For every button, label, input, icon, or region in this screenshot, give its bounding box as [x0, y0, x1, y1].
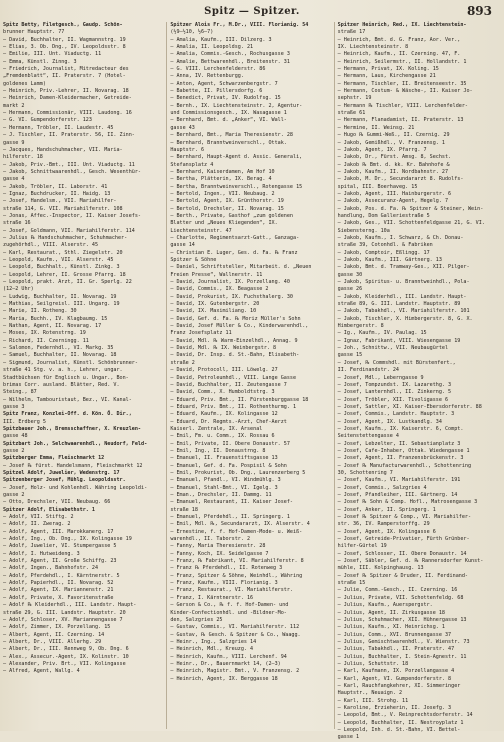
directory-entry: — Hermann, Privat, IX. Koling. 15 — [337, 66, 439, 73]
directory-entry: — David, Prokurist, IX. Fuchsthalerg. 30 — [170, 293, 293, 300]
directory-entry: — Friedrich, Journalist, Mitredacteur des — [3, 66, 129, 73]
directory-entry: — Bertha, Plätterin, IX. Berag. 4 — [170, 176, 272, 183]
directory-entry: Spitz Betty, Filetgesch., Gaudp. Schön- — [3, 22, 123, 28]
column-middle — [170, 22, 334, 729]
directory-entry: — Jakob ℞ Bmt. d. kk. Kr. Bahnhofe & — [337, 161, 450, 168]
directory-entry: Liechtensteinstr. 47 — [170, 227, 232, 234]
directory-entry: — Fanny, Maria Theresienstr. 28 — [170, 543, 266, 550]
directory-entry: — Josef, Handelsm., VII. Mariahilfer- — [3, 198, 117, 205]
directory-entry: — Leopold, Bmt., V. Reinprechtsdorferstr. 14 — [337, 712, 473, 719]
directory-entry: Franz Josefsplatz 11 — [170, 330, 232, 337]
directory-entry: brunner Hauptstr. 77 — [3, 29, 65, 36]
directory-entry: — Salomon, Federnhdl., VI. Markg. 35 — [3, 345, 114, 352]
directory-entry: — Adolf, Agent, III. Marokkanerg. 17 — [3, 528, 114, 535]
directory-entry: Spitzer Adolf, Elisabethstr. 1 — [3, 506, 96, 513]
column-right — [337, 22, 501, 741]
directory-entry: straße 18 — [170, 506, 198, 513]
directory-entry: — Karl, III. Strohg. 11 — [337, 697, 409, 704]
directory-entry: — Josef, Schlosser, II. Obere Donaustr. 14 — [337, 550, 467, 557]
directory-entry: Kaiserl. Zentrale, IX. Arsenal — [170, 425, 263, 432]
directory-entry: — Hermann, Commissionär, VIII. Laudong. 16 — [3, 110, 132, 117]
directory-entry: — Emil, Ing., II. Donaustrng. 8 — [170, 447, 266, 454]
directory-entry: — Fanny, Koch, IX. Seidelgasse 7 — [170, 550, 269, 557]
directory-entry: — Jakob, Agent, IX. Pfarrg. 7 — [337, 146, 427, 153]
directory-entry: — Josef, Säbler, Gef. d. ℞ Rannersdorfer Kunst- — [337, 558, 484, 565]
directory-entry: (12—2 Uhr) — [3, 286, 34, 293]
directory-entry: — Franz, Spitzer & Söhne, Weinhdl., Währing — [170, 572, 303, 579]
directory-entry: — Eduard, Kaufm., IX. Kolingasse 12 — [170, 411, 278, 418]
directory-entry: zugehörhdl., VIII. Alserstr. 45 — [3, 242, 99, 249]
directory-entry: — Alex., Assecur.-Agent, IX. Kolinstr. 10 — [3, 653, 129, 660]
directory-entry: — Gerson & Co., ℞ f. f. Hof-Damen- und — [170, 602, 289, 609]
directory-entry: — Josef, Mdl., Leberngasse 9 — [337, 374, 424, 381]
running-head: Spitz — Spitzer. — [204, 6, 300, 17]
column-left — [3, 22, 167, 729]
directory-entry: — Leopold, Kaufm., VII. Alserstr. 45 — [3, 257, 114, 263]
directory-entry: — Jakob, Tabakhdl., VI. Mariahilferstr. 101 — [337, 308, 470, 315]
directory-entry: gasse 15 — [337, 352, 363, 359]
directory-entry: — Jakob, Kaufm., II. Nordbahnstr. 27 — [337, 168, 449, 175]
directory-entry: Spitzberger Emma, Fleischmarkt 12 — [3, 455, 105, 462]
directory-entry: — Josef, Holz- und Kohlenhdl. Währing Leopoldi- — [3, 484, 148, 491]
directory-entry: — Jacques, Handschuhmacher, VII. Maria- — [3, 146, 123, 153]
directory-entry: — Jakob, Kleiderhdl., III. Landstr. Haupt- — [337, 293, 467, 300]
directory-entry: — Bernhard, Kaiserdamen, Am Hof 10 — [170, 168, 275, 175]
directory-entry: — Adolf, Agent, IX. Mariannenstr. 21 — [3, 587, 114, 594]
directory-entry: — Otto, Drechsler, VII. Neubaug. 66 — [3, 499, 111, 506]
directory-entry: — Bernh., IX. Liechtensteinstr. 2, Agentur- — [170, 102, 303, 109]
directory-entry: straße 16 — [3, 220, 31, 227]
directory-entry: — Anna, IV. Rettenburgg. — [170, 73, 244, 80]
directory-entry: — Sigmund, Journalist, Künstl. Schönbrunner- — [3, 359, 138, 366]
directory-entry: — Emanuel, Restaurant, II. Kaiser Josef- — [170, 499, 293, 506]
directory-entry: — Marie, II. Rotheng. 30 — [3, 308, 77, 315]
directory-entry: 30, Schottenring 7 — [337, 469, 393, 476]
directory-entry: — David, Comm., X. Humboldtstrg. 3 — [170, 389, 275, 396]
directory-entry: hilferstr. 18 — [3, 154, 43, 161]
directory-entry: sephstr. 19 — [337, 95, 372, 102]
directory-entry: — Josef ℞ Spitzer & Comp., VI. Mariahilfer- — [337, 514, 472, 521]
directory-entry: gasse 2 — [3, 492, 25, 498]
directory-entry: — David, Petroleumhdl., VIII. Lange Gasse — [170, 374, 297, 381]
directory-entry: — Bernhard, Branntweinverschl., Ottak. — [170, 139, 287, 146]
directory-entry: gasse 43 — [170, 124, 195, 131]
directory-entry: — Adolf, Pferdehdl., I. Kärntnerstr. 5 — [3, 572, 120, 579]
directory-entry: — Josef, Lebzelter, II. Sebastianplatz 3 — [337, 440, 461, 447]
directory-entry: — Bertha, Branntweinverschl., Rotengasse 15 — [170, 183, 303, 190]
directory-entry: Hauptstr. 6 — [170, 146, 205, 153]
directory-entry: — Heinrich, Kaufm., II. Czerning. 47, F. — [337, 51, 461, 58]
directory-entry: Spitzbart Joh., Selchwaarenhdl., Neudorf, Feld- — [3, 440, 148, 447]
directory-entry: handlung, Dom Galleriestraße 5 — [337, 212, 430, 219]
directory-entry: Himbergerstr. 8 — [337, 323, 384, 330]
directory-entry: — Josef, Agent, IX. Lustkandlg. 34 — [337, 418, 442, 425]
directory-entry: — Berth., Private, Gasthof „zum goldenen — [170, 212, 293, 219]
directory-entry: den, Salzgries 25 — [170, 616, 223, 623]
directory-entry: — David, Mdl. ℞ IX. Weinbergstr. 8 — [170, 345, 277, 352]
directory-entry: — Ludwig, Buchhalter, II. Novarag. 19 — [3, 293, 117, 300]
directory-entry: — Hermann, Laus, Kirchengasse 21 — [337, 73, 436, 80]
directory-entry: — Josef ℞ Manufacturwarenhdl., Schottenring — [337, 462, 472, 469]
directory-entry: — David, IX. Gutenbergstr. 20 — [170, 301, 260, 308]
directory-entry: — Bernhard, Bmt., Maria Theresienstr. 28 — [170, 132, 293, 139]
directory-entry: — Julius ℞ Handschuhmacher, Schuhmacher- — [3, 234, 128, 241]
directory-columns — [3, 22, 501, 741]
directory-entry: Freien Presse“, Wallnerstr. 11 — [170, 271, 263, 278]
directory-entry: markt 2 — [3, 102, 25, 109]
directory-entry: Spitzer & Söhne — [170, 257, 217, 263]
directory-entry: — Heinrich, Mdl., Kreuzg. 4 — [170, 646, 254, 653]
directory-entry: — Julius, Comm., XVI. Brunnengasse 37 — [337, 631, 452, 638]
directory-entry: — Amalia, II. Leopoldsg. 21 — [170, 44, 254, 51]
directory-entry: — Joh., Schnittw., VII. Neubaugürtel — [337, 345, 449, 352]
directory-entry: — Jakob, Spiritus- u. Branntweinhdl., Pola- — [337, 279, 470, 286]
directory-entry: — Hermann, Tröbler, II. Laudestr. 45 — [3, 124, 114, 131]
directory-entry: — Karl, Rauchfangkehrer, XI. Simmeringer — [337, 682, 461, 689]
directory-entry: — Franz ℞ Pferdehdl., II. Rotenweg 3 — [170, 565, 283, 572]
directory-entry: — Jakob, Pos. d. Fa. ℞ Spitzer & Steiner, Wein- — [337, 205, 484, 212]
directory-entry: gasse 3 — [3, 403, 25, 410]
directory-entry: — David, Mdl. ℞ Warm-Einzelhdl., Annag. 9 — [170, 337, 298, 344]
directory-entry: — Elias, 3. Ob. Dng., IV. Leopoldsstr. 8 — [3, 44, 126, 51]
directory-entry: — Julius, Schuhmacher, XII. Hühnergasse 13 — [337, 616, 467, 623]
directory-entry: — Bertold, Ingen., VII. Neubaug. 2 — [170, 190, 275, 197]
directory-entry: — Mathias, Seilgreisl. III. Ungarg. 19 — [3, 301, 120, 308]
directory-entry: — Jakob, Kaufm., I. Schwarz, & Ch. Donau- — [337, 234, 464, 241]
directory-entry: IX. Liechtensteinstr. 8 — [337, 44, 409, 51]
directory-entry: Spitzel Adolf, Juwelier, Wedenstrg. 17 — [3, 469, 120, 476]
directory-entry: — Heinrich, Agent, IX. Berggasse 18 — [170, 675, 278, 682]
directory-entry: — Jakob, Ges., VII. Schottenfeldgasse 21, G. VI. — [337, 220, 485, 227]
directory-entry: — Josef, Goldmann, VII. Mariahilferstr. 114 — [3, 227, 135, 234]
directory-entry: — Adolf, II. Zwerag. 2 — [3, 521, 71, 528]
directory-entry: — Josef, Agent, IX. Kolingasse 6 — [337, 528, 436, 535]
directory-entry: — Jakob, Agent, III. Hainburgerstr. 6 — [337, 190, 452, 197]
directory-entry: gasse 1 — [337, 734, 360, 741]
directory-entry: — Adolf, I. Hutweideng. 3 — [3, 550, 80, 557]
directory-entry: — Josef ℞ Sohn & Comp. Hofl., Matrosengasse 3 — [337, 499, 478, 506]
directory-entry: straße 15 — [337, 580, 366, 587]
directory-entry: — Josef, Tompzundst. IX. Lazarethg. 3 — [337, 381, 452, 388]
directory-entry: — Benedict, Privat, IV. Rudolfsg. 15 — [170, 95, 281, 102]
directory-entry: (½9—½10, ½6—7) — [170, 29, 214, 36]
directory-entry: — Adolf ℞ Kleiderhdl., III. Landstr. Haupt- — [3, 602, 137, 609]
directory-entry: — Heinrich, Kaufm., VIII. Lerchenf. 94 — [170, 653, 287, 660]
directory-entry: — Bernhard, Haupt-Agent d. Assic. Generali, — [170, 154, 303, 161]
directory-entry: — Emanuel, Pferdehdl., II. Springerg. 1 — [170, 514, 290, 521]
directory-entry: Kinder-Confectionhdl. und -Bildner-Mo- — [170, 609, 287, 616]
directory-entry: Spitzenberger Josef, Mühlg. Leopoldsstr. — [3, 477, 126, 484]
directory-entry: — Adolf, Ingen., Bahnhofstr. 24 — [3, 565, 99, 572]
directory-entry: — Josef, Getreide-Privatier, Fürth Grünber- — [337, 536, 470, 543]
directory-entry: — Heinr., Dr., Bauernmarkt 14, (2—3) — [170, 660, 281, 667]
directory-entry: — Julie, Comm.-Gesch., II. Czerning. 16 — [337, 587, 458, 594]
directory-entry: — Albert, Agent, II. Czerning. 14 — [3, 631, 105, 638]
directory-entry: straße 2 — [170, 359, 195, 366]
directory-entry: — Emil, Mdl. ℞, Secundararzt, IX. Alserstr. 4 — [170, 521, 310, 528]
directory-entry: Spitz Franz, Konzlei-Off. d. Kön. Ö. Dir., — [3, 411, 132, 418]
directory-entry: — Jakob, Tröbler, II. Laborstr. 41 — [3, 183, 108, 190]
directory-entry: Spitzer Alois Fr., M.Dr., VIII. Florianig. 54 — [170, 22, 309, 28]
directory-entry: — Leopold, Buchhalter, II. Nestroyplatz 1 — [337, 719, 464, 726]
directory-entry: gasse 9 — [3, 139, 25, 146]
directory-entry: straße 114, G. VII. Mariahilferstr. 108 — [3, 205, 123, 212]
directory-entry: — Bernhard, Bmt. d. „Anker“, VI. Wall- — [170, 117, 287, 124]
directory-entry: — Eduard, Priv. Bmt., II. Rothenthurmg. 1 — [170, 403, 297, 410]
directory-entry: straße 61 — [337, 110, 366, 117]
directory-entry: — Heinrich, Seilermstr., II. Hollandstr. 1 — [337, 58, 467, 65]
directory-entry: — Emanuel, Gef. d. Fa. Pospisil & Sohn — [170, 462, 287, 469]
directory-entry: — Samuel, Buchhalter, II. Novarag. 18 — [3, 352, 117, 359]
directory-entry: — Leopold, Inh. d. St.-Bahn, VI. Bettel- — [337, 727, 461, 733]
directory-entry: — Daniel, Schriftsteller, Mitarbeit. d. „Neuen — [170, 264, 312, 271]
directory-entry: — Josef, Anker, II. Springerg. 1 — [337, 506, 436, 513]
directory-entry: — Josef, Commis., Salzgries 4 — [337, 484, 427, 491]
directory-entry: — Jakob, Priv.-Bmt., III. Unt. Viaductg. 11 — [3, 161, 135, 168]
directory-entry: — Karl, Agent, VI. Gumpendorferstr. 8 — [337, 675, 452, 682]
directory-entry: — Josef ℞ fürst. Handelsmann, Fleischmarkt 12 — [3, 462, 143, 469]
directory-entry: — Josef ℞ Spitzer & Druder, II. Ferdinand- — [337, 572, 468, 579]
directory-entry: — Karoline, Erzieherin, II. Josefg. 3 — [337, 704, 452, 711]
directory-entry: — Christian E. Luger, Ges. d. Fa. ℞ Franz — [170, 249, 298, 256]
directory-entry: Stadtbüchsen für Englisch u. Ungar., Bon- — [3, 374, 129, 381]
page-number: 893 — [466, 4, 492, 18]
directory-entry: — Karl, Restaurat., Sthl. Ziegelstr. 20 — [3, 249, 123, 256]
directory-entry: — Amalie, Bettwarenhdl., Breitenstr. 31 — [170, 58, 290, 65]
directory-entry: — Josef, Pfandleiher, III. Gärtnerg. 14 — [337, 492, 458, 498]
directory-entry: — Maria, Buchh., IV. Klagbaumg. 15 — [3, 315, 108, 322]
directory-entry: straße 41 Stg. v. a. h., Lehrer, ungar. — [3, 367, 123, 374]
directory-entry: — Babette, II. Pillersdorfg. 6 — [170, 88, 263, 95]
directory-entry: — G. VI. Gumpendorferstr. 123 — [3, 117, 92, 124]
directory-entry: — Anton, Agent, Schwarzenbergstr. 7 — [170, 80, 278, 87]
directory-entry: straße 89, G. III. Landstr. Hauptstr. 89 — [337, 301, 461, 308]
directory-entry: Hauptstr., Neuaign. 2 — [337, 690, 403, 697]
directory-entry: brimas Corr. ausland. Blätter, Red. V. — [3, 381, 120, 388]
directory-entry: — Josef, Agent, II. Franzensbrückenstr. 3 — [337, 455, 464, 462]
directory-entry: gasse 48 — [3, 433, 28, 440]
directory-entry: — Alexander, Priv. Brt., VII. Kolingasse — [3, 660, 126, 667]
directory-entry: Siebensterng. 10a — [337, 227, 390, 234]
directory-entry: — Ernestine, f. f. Hof-Damen-Mode- u. Weiß- — [170, 528, 303, 535]
directory-entry: — Josef, Kaufm., VI. Mariahilferstr. 191 — [337, 477, 461, 484]
directory-entry: — Hermine, II. Weinsg. 21 — [337, 124, 415, 131]
directory-entry: — G. VIII. Lerchenfelderstr. 86 — [170, 66, 266, 73]
directory-entry: — Leopold, Buchhalt., Künstl. Zinkg. 3 — [3, 264, 120, 271]
directory-entry: II. Ferdinandstr. 24 — [337, 367, 399, 374]
directory-entry: — Heinrich, Damen-Kleidermacher, Getreide- — [3, 95, 132, 102]
directory-entry: mühle, III. Kolpinghausg. 13 — [337, 565, 424, 572]
directory-entry: — Emanuel, II. Frauenstiftsgasse 13 — [170, 455, 278, 462]
directory-entry: gasse 14 — [170, 242, 195, 249]
directory-entry: str. 36, IV. Ramperstorffg. 29 — [337, 521, 430, 528]
page-header — [8, 4, 496, 24]
directory-entry: — Julius, Kaufm., Auerspergstr. — [337, 602, 433, 609]
directory-entry: — David, Commis., IX. Beagasse 2 — [170, 286, 269, 293]
directory-entry: „Fremdenblatt“, II. Praterstr. 7 (Hotel- — [3, 73, 126, 80]
directory-entry: — Franz, I. Kärntnerstr. 16 — [170, 594, 254, 601]
directory-entry: — Ig., Kaufm., IV. Paulag. 15 — [337, 330, 427, 337]
directory-entry: — Bertold, Drechsler, II. Novarag. 15 — [170, 205, 284, 212]
directory-entry: — Heinrich, Bmt. d. G. Franz, Aor. Ver., — [337, 36, 461, 43]
directory-entry: — Josef, Commis., Landstr. Hauptstr. 3 — [337, 411, 455, 418]
directory-entry: — Albert, Dr., III. Rennweg 9, Ob. Dng. 6 — [3, 646, 129, 653]
directory-entry: — Wilhelm, Tambouristaut, Bez., VI. Kanal- — [3, 396, 132, 403]
directory-entry: gasse 30 — [337, 271, 363, 278]
directory-entry: straße 29, G. III. Landstr. Hauptstr. 20 — [3, 609, 126, 616]
directory-entry: — Heinr., Ing., Salzgries 14 — [170, 638, 257, 645]
directory-entry: III. Erdberg 5 — [3, 418, 46, 425]
directory-entry: — Adolf, Juwelier, VI. Stumpergasse 5 — [3, 543, 117, 550]
directory-entry: straße 17 — [337, 29, 366, 36]
directory-entry: — David, IX. Maximiliang. 10 — [170, 308, 257, 315]
directory-entry: — Josef, Kaufm., IX. Kaiserstr. 6, Compt. — [337, 425, 464, 432]
directory-entry: — Eduard, Priv. Bmt., II. Fürstenburggasse 18 — [170, 396, 309, 403]
directory-entry: — Franz, Restaurat., VI. Mariahilferstr. — [170, 587, 293, 594]
directory-entry: — Jakob, Kaufm., III. Gärtnerg. 13 — [337, 257, 442, 263]
directory-entry: — Adolf, VII. Stiftg. 2 — [3, 514, 74, 521]
directory-entry: Steing., 87 — [3, 389, 37, 396]
directory-entry: — Julius, Gemischtwarenhdl., V. Wienstr. 73 — [337, 638, 470, 645]
directory-entry: — Franz, ℞ Fabrikant, VI. Mariahilferstr. 8 — [170, 558, 304, 565]
directory-entry: — J. Tischler, II. Praterstr. 56, II. Zinn- — [3, 132, 135, 139]
directory-entry: — Adolf, Private, X. Favoritenstraße — [3, 594, 114, 601]
directory-entry: — Jakob, Assecuranz-Agent, Hegelg. 7 — [337, 198, 449, 205]
directory-entry: — Leopold, Lehrer, II. Grosse Pfarrg. 18 — [3, 271, 126, 278]
directory-entry: — Emanuel, Pfandl., VI. Windmühlg. 3 — [170, 477, 281, 484]
directory-entry: Seitenstettengasse 4 — [337, 433, 399, 440]
directory-entry: warenhdl., II. Taborstr. 2 — [170, 536, 251, 543]
directory-entry: — Eman., Drechsler, II. Dammg. 11 — [170, 492, 272, 498]
directory-entry: — Hermann ℞ Tischler, VIII. Lerchenfelder- — [337, 102, 468, 109]
directory-entry: — David, Josef Müller & Co., Kinderwarenhdl., — [170, 323, 309, 330]
directory-entry: — Moses, IX. Rotenstrng. 19 — [3, 330, 86, 337]
directory-entry: — Julius, Tabakhdl., II. Praterstr. 47 — [337, 646, 455, 653]
directory-entry: — Julius, Agent, II. Zirkusgasse 18 — [337, 609, 445, 616]
directory-entry: — Karl, Kaufmann, IX. Porzellangasse 4 — [337, 668, 455, 675]
directory-entry: — Jakob, Tischler, X. Himbergerstr. 8, G. X. — [337, 315, 473, 322]
directory-entry: — Richard, II. Czerningg. 11 — [3, 337, 89, 344]
directory-entry: — Eduard, Dr. Regmts.-Arzt, Chef-Aerzt — [170, 418, 287, 425]
directory-entry: straße 39, Cotonhdl. & Fabriken — [337, 242, 433, 249]
directory-entry: gasse 26 — [337, 286, 363, 293]
directory-entry: — Franz, Kaufm., VIII. Florianig. 3 — [170, 580, 278, 587]
directory-entry: — Gustav, ℞ Gesch. & Spitzer & Co., Waagg. — [170, 631, 301, 638]
directory-entry: — Jakob, Comptoir, Eßlingg. 17 — [337, 249, 430, 256]
directory-entry: — Jakob, Schnittwaarenhdl., Gesch. Wesenthür- — [3, 168, 142, 175]
directory-entry: — Bertold, Agent, IX. Grünthorstr. 19 — [170, 198, 284, 205]
directory-entry: — Emanuel, Stahl-Bmt., VI. Igelg. 3 — [170, 484, 278, 491]
directory-entry: — David, Journalist, IX. Porzellang. 40 — [170, 279, 290, 286]
directory-entry: — Josef, Lanternhdl., II. Zinkerng. 5 — [337, 389, 452, 396]
directory-entry: — Alfred, Agent, Wallg. 4 — [3, 668, 80, 675]
directory-entry: gasse 2 — [3, 447, 25, 454]
directory-entry: — Hermann, Costum- & Wäsche-, II. Kaiser Jo- — [337, 88, 473, 95]
directory-entry: — Jonas, Affec.-Inspector, II. Kaiser Josefs- — [3, 212, 142, 219]
directory-entry: — Gustav, Commis., VI. Mariahilferstr. 112 — [170, 624, 300, 631]
directory-entry: — Amalia, Commis.-Gesch., Rochusgasse 3 — [170, 51, 290, 58]
directory-entry: — David, Buchhalter, II. Zeutengasse 7 — [170, 381, 287, 388]
directory-entry: — Albert, Dr., VIII. Allerhg. 29 — [3, 638, 102, 645]
directory-entry: und Commissionsgesch., IX. Wasagasse 1 — [170, 110, 287, 117]
directory-entry: — David, Dr. Insp. d. St.-Bahn, Elisabeth- — [170, 352, 300, 359]
directory-entry: — Emil, Fm. u. Comm., IX. Rossau 6 — [170, 433, 275, 440]
directory-entry: — Josef, Cafe-Inhaber, Ottak. Wiedengasse 1 — [337, 447, 470, 454]
directory-entry: — Josef, Sattler, XI. Kaiser-Ebersdorferstr. 88 — [337, 403, 482, 410]
directory-entry: Blatter und „Neues Kliegenden“, IX. — [170, 220, 278, 227]
directory-entry: — Emilie, III. Unt. Viaductg. 11 — [3, 51, 102, 58]
directory-entry: — Ignaz, Buchdrucker, II. Haidg. 13 — [3, 190, 111, 197]
directory-entry: — Julius, Buchhalter, I. Stein-Agnestr. 11 — [337, 653, 467, 660]
directory-entry: — Heinrich, Magistr. Bmt., V. Franzensg. 2 — [170, 668, 300, 675]
directory-entry: — Amalia, Kaufm., III. Dilzerg. 3 — [170, 36, 272, 43]
directory-entry: gasse 4 — [3, 176, 25, 183]
directory-entry: — Leopold, prakt. Arzt, II. Gr. Sperlg. 22 — [3, 279, 132, 286]
directory-entry: Stefansplatz 4 — [170, 161, 214, 168]
directory-entry: goldenes Lamm) — [3, 80, 46, 87]
directory-entry: — David, Gef. d. Fa. ℞ Moriz Müller's Sohn — [170, 315, 301, 322]
directory-entry: — Jakob, Dr., Fürst. Amsg. 8, Sechst. — [337, 154, 452, 161]
directory-entry: Spitzer Heinrich, Red., IX. Liechtenstein- — [337, 22, 467, 28]
directory-entry: — Emil, Prokurist, Ob. Dng., Laurenzerberg 5 — [170, 469, 306, 476]
directory-entry: — Adolf, Schloser, XV. Mariannengasse 7 — [3, 616, 123, 623]
directory-entry: — Hermann, Tischler, II. Breitenseestr. 35 — [337, 80, 467, 87]
directory-entry: — Charlotte, Regimentsarzt-Gatt., Ganzaga- — [170, 234, 300, 241]
directory-entry: — Hugo ℞ Gummi-Weß., II. Czernig. 29 — [337, 132, 450, 139]
directory-entry: — Julius, Private, VII. Schottenfeldg. 68 — [337, 594, 464, 601]
directory-entry: — Julius, Kaufm., XI. Heinrichsg. 1 — [337, 624, 445, 631]
directory-entry: spital, III. Boerhaveg. 15 — [337, 183, 418, 190]
directory-entry: hilfer-Gürtel 19 — [337, 543, 387, 550]
directory-entry: — Adolf, Zimmer, IX. Porzellang. 15 — [3, 624, 111, 631]
directory-entry: — Jakob, M. Dr., Secundararzt 8. Rudolfs- — [337, 176, 464, 183]
directory-entry: — Ignaz, Fabrikant, VIII. Wiesengasse 19 — [337, 337, 461, 344]
directory-entry: — Jakob, Gemißhdl., V. Franzensg. 1 — [337, 139, 445, 146]
directory-entry: Spitzbauer Joh., Bremsschaffner, X. Kreuzlen- — [3, 425, 142, 432]
directory-entry: — Emil, Private, II. Obere Donaustr. 57 — [170, 440, 290, 447]
directory-entry: — David, Protocoll, III. Löwelg. 27 — [170, 367, 278, 374]
directory-entry: — Emma, Künstl. Zinng. 3 — [3, 58, 77, 65]
directory-entry: — Adolf, Ing., Ob. Dng., IX. Kolingasse 19 — [3, 536, 132, 543]
directory-entry: — Adolf, Papierhdl., II. Novarag. 52 — [3, 580, 114, 587]
directory-entry: — Josef, Tröbler, XII. Tivoligasse 6 — [337, 396, 449, 403]
directory-entry: — Hermann, Flanadamist, II. Praterstr. 13 — [337, 117, 464, 124]
directory-entry: — Jakob, Bmt. d. Tramway-Ges., XII. Pilger- — [337, 264, 470, 271]
directory-entry: — Heinrich, Priv.-Lehrer, II. Novarag. 18 — [3, 88, 129, 95]
directory-entry: — David, Buchhalter, II. Wagmannstrg. 19 — [3, 36, 126, 43]
directory-entry: — Nathan, Agent, II. Novarag. 17 — [3, 323, 102, 330]
directory-entry: — Adolf, Agent, II. Große Schiffg. 23 — [3, 558, 117, 565]
directory-entry: — Julius, Schuttstr. 18 — [337, 660, 409, 667]
directory-entry: — Josef, ℞ Commshdl. mit Bürstenfert., — [337, 359, 456, 366]
